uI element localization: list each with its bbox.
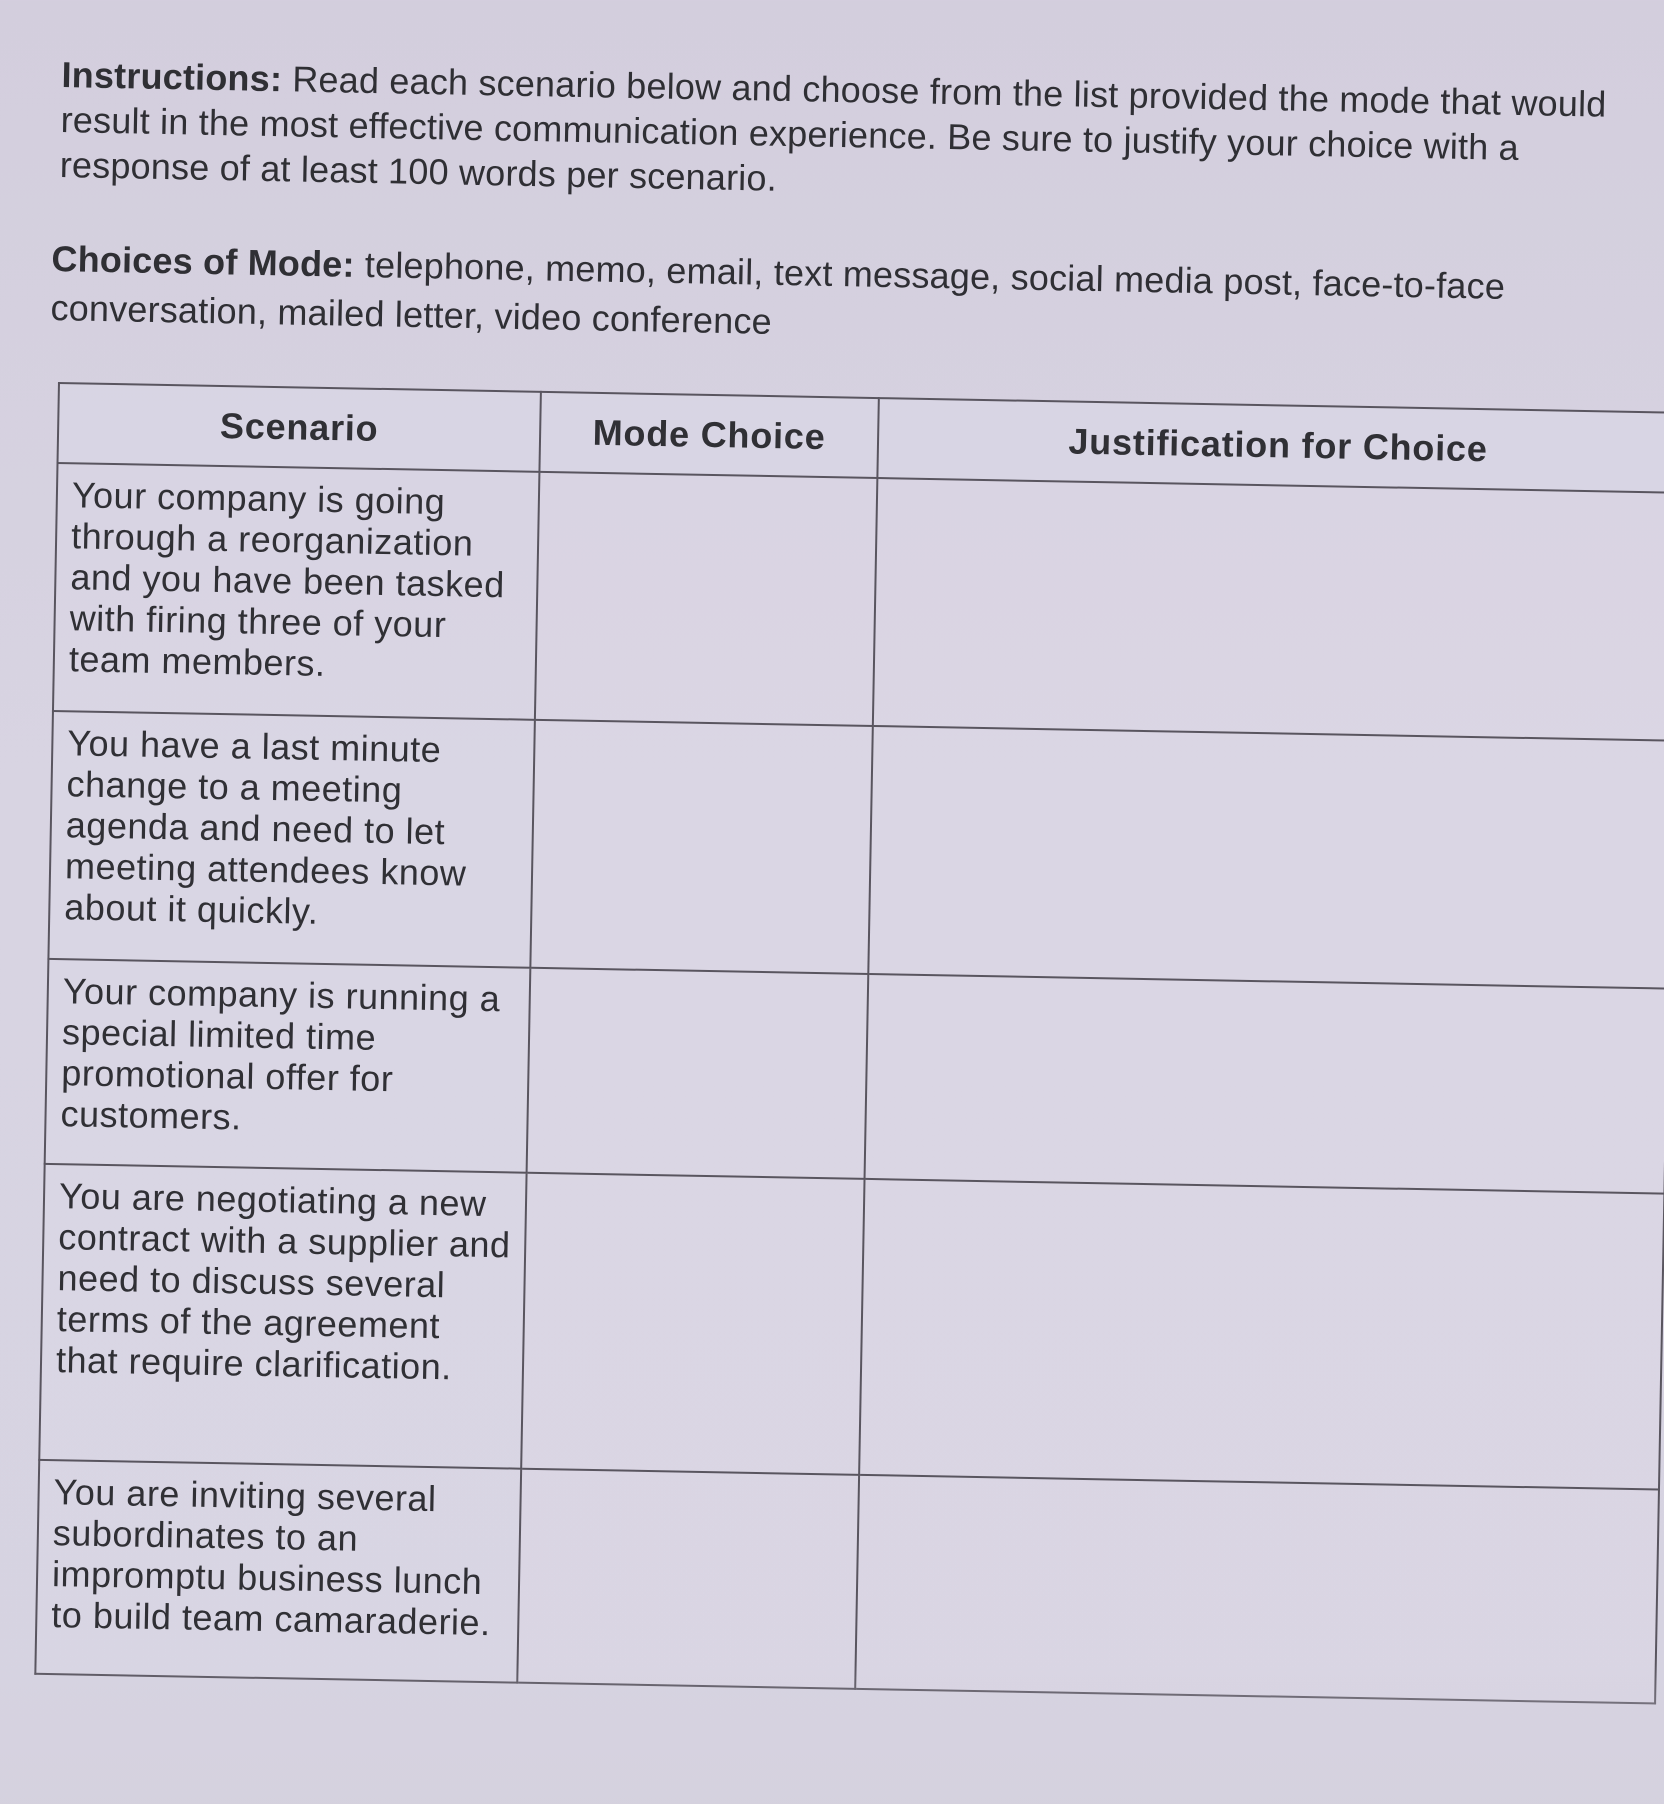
scenario-cell: You have a last minute change to a meeting agenda and need to let meeting attendees know about it quickly. [48,711,534,968]
instructions-text: Read each scenario below and choose from the list provided the mode that would result in the most effective communication experience. Be sure to justify your choice with a response of at least 100 words per scenario. [59,58,1607,199]
scenario-column-header: Scenario [58,383,541,472]
justification-cell[interactable] [873,478,1664,741]
mode-choices-paragraph [50,234,1622,362]
instructions-label: Instructions: [61,53,283,100]
table-row [53,463,1664,741]
mode-choices-text: telephone, memo, email, text message, social media post, face-to-face conversation, mailed letter, video conference [50,243,1506,342]
mode-choice-cell[interactable] [517,1469,859,1689]
mode-choices-label: Choices of Mode: [51,237,356,285]
scenario-table-container [34,382,1664,1704]
scenario-cell: Your company is going through a reorganization and you have been tasked with firing three of your team members. [53,463,539,720]
mode-choice-column-header: Mode Choice [539,392,878,478]
scenario-table [34,382,1664,1705]
justification-column-header: Justification for Choice [877,398,1664,493]
justification-cell[interactable] [868,726,1664,989]
scenario-cell: You are inviting several subordinates to an impromptu business lunch to build team camaraderie. [35,1460,521,1683]
mode-choice-cell[interactable] [527,968,869,1179]
scenario-cell: Your company is running a special limited time promotional offer for customers. [45,959,531,1173]
justification-cell[interactable] [859,1179,1664,1490]
mode-choice-cell[interactable] [521,1173,864,1475]
scenario-cell: You are negotiating a new contract with a supplier and need to discuss several terms of the agreement that require clarification. [39,1164,526,1469]
table-row [45,959,1664,1194]
table-row [35,1460,1659,1704]
mode-choice-cell[interactable] [535,472,877,726]
justification-cell[interactable] [865,974,1664,1194]
instructions-paragraph [59,52,1631,217]
table-row [39,1164,1664,1490]
table-row [48,711,1664,989]
justification-cell[interactable] [855,1475,1659,1704]
mode-choice-cell[interactable] [530,720,872,974]
